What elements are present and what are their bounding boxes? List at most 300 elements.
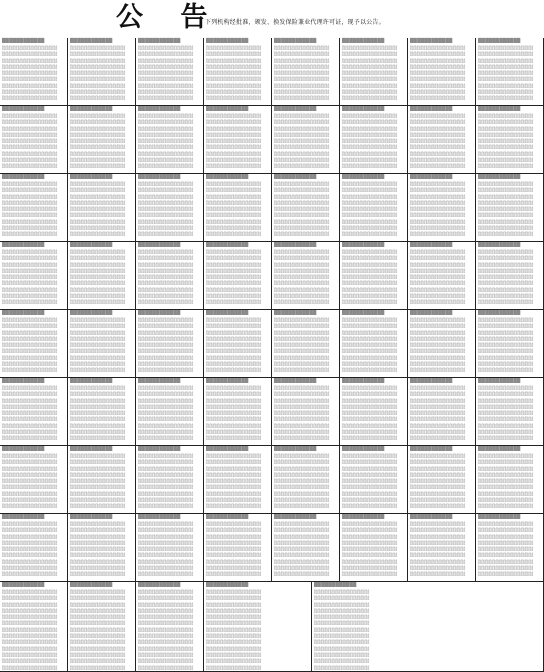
entry-detail-line: ░░░░░░░░░░░░░░░░░░░░ [138, 71, 194, 76]
entry-detail-line: ░░░░░░░░░░░░░░░░░░░░ [2, 528, 58, 533]
entry-detail-line: ░░░░░░░░░░░░░░░░░░░░ [342, 120, 398, 125]
entry-detail-line: ░░░░░░░░░░░░░░░░░░░░ [206, 213, 262, 218]
license-entry [0, 106, 68, 174]
entry-detail-line: ░░░░░░░░░░░░░░░░░░░░ [274, 132, 330, 137]
entry-company-name: ▒▒▒▒▒▒▒▒▒▒▒▒ [342, 311, 385, 316]
entry-detail-line: ░░░░░░░░░░░░░░░░░░░░ [138, 281, 194, 286]
entry-detail-line: ░░░░░░░░░░░░░░░░░░░░ [274, 58, 330, 63]
entry-detail-line: ░░░░░░░░░░░░░░░░░░░░ [478, 466, 534, 471]
entry-company-name: ▒▒▒▒▒▒▒▒▒▒▒▒ [138, 515, 181, 520]
entry-detail-line: ░░░░░░░░░░░░░░░░░░░░ [342, 151, 398, 156]
entry-detail-line: ░░░░░░░░░░░░░░░░░░░░ [70, 355, 126, 360]
entry-detail-line: ░░░░░░░░░░░░░░░░░░░░ [70, 504, 126, 509]
entry-detail-line: ░░░░░░░░░░░░░░░░░░░░ [206, 608, 262, 613]
entry-detail-line: ░░░░░░░░░░░░░░░░░░░░ [410, 52, 466, 57]
entry-detail-line: ░░░░░░░░░░░░░░░░░░░░ [478, 200, 534, 205]
entry-detail-line: ░░░░░░░░░░░░░░░░░░░░ [2, 120, 58, 125]
entry-detail-line: ░░░░░░░░░░░░░░░░░░░░ [206, 64, 262, 69]
entry-detail-line: ░░░░░░░░░░░░░░░░░░░░ [206, 615, 262, 620]
entry-detail-line: ░░░░░░░░░░░░░░░░░░░░ [478, 522, 534, 526]
entry-company-name: ▒▒▒▒▒▒▒▒▒▒▒▒ [70, 311, 113, 316]
entry-detail-line: ░░░░░░░░░░░░░░░░░░░░ [410, 294, 466, 299]
entry-detail-line: ░░░░░░░░░░░░░░░░░░░░ [314, 596, 370, 601]
entry-company-name: ▒▒▒▒▒▒▒▒▒▒▒▒ [138, 243, 181, 248]
license-entry [408, 446, 476, 514]
entry-detail-line: ░░░░░░░░░░░░░░░░░░░░ [2, 294, 58, 299]
entry-detail-line: ░░░░░░░░░░░░░░░░░░░░ [410, 404, 466, 409]
entry-detail-line: ░░░░░░░░░░░░░░░░░░░░ [342, 491, 398, 496]
license-entry [68, 378, 136, 446]
entry-detail-line: ░░░░░░░░░░░░░░░░░░░░ [274, 268, 330, 273]
entry-detail-line: ░░░░░░░░░░░░░░░░░░░░ [274, 188, 330, 193]
entry-detail-line: ░░░░░░░░░░░░░░░░░░░░ [2, 652, 58, 657]
entry-detail-line: ░░░░░░░░░░░░░░░░░░░░ [478, 287, 534, 292]
entry-detail-line: ░░░░░░░░░░░░░░░░░░░░ [2, 566, 58, 571]
entry-detail-line: ░░░░░░░░░░░░░░░░░░░░ [2, 268, 58, 273]
entry-detail-line: ░░░░░░░░░░░░░░░░░░░░ [138, 262, 194, 267]
entry-company-name: ▒▒▒▒▒▒▒▒▒▒▒▒ [70, 447, 113, 452]
entry-detail-line: ░░░░░░░░░░░░░░░░░░░░ [314, 608, 370, 613]
entry-detail-line: ░░░░░░░░░░░░░░░░░░░░ [138, 368, 194, 373]
license-entry [0, 582, 68, 672]
entry-detail-line: ░░░░░░░░░░░░░░░░░░░░ [342, 262, 398, 267]
entry-detail-line: ░░░░░░░░░░░░░░░░░░░░ [314, 590, 370, 594]
entry-detail-line: ░░░░░░░░░░░░░░░░░░░░ [206, 164, 262, 169]
entry-company-name: ▒▒▒▒▒▒▒▒▒▒▒▒ [274, 311, 317, 316]
entry-detail-line: ░░░░░░░░░░░░░░░░░░░░ [70, 460, 126, 465]
license-entry [0, 310, 68, 378]
entry-detail-line: ░░░░░░░░░░░░░░░░░░░░ [138, 430, 194, 435]
entry-detail-line: ░░░░░░░░░░░░░░░░░░░░ [2, 349, 58, 354]
license-entry [68, 310, 136, 378]
entry-detail-line: ░░░░░░░░░░░░░░░░░░░░ [138, 151, 194, 156]
entry-detail-line: ░░░░░░░░░░░░░░░░░░░░ [342, 392, 398, 397]
entry-detail-line: ░░░░░░░░░░░░░░░░░░░░ [2, 287, 58, 292]
license-entry [204, 106, 272, 174]
entry-detail-line: ░░░░░░░░░░░░░░░░░░░░ [274, 349, 330, 354]
entry-detail-line: ░░░░░░░░░░░░░░░░░░░░ [314, 615, 370, 620]
entry-detail-line: ░░░░░░░░░░░░░░░░░░░░ [478, 324, 534, 329]
entry-detail-line: ░░░░░░░░░░░░░░░░░░░░ [206, 96, 262, 101]
entry-detail-line: ░░░░░░░░░░░░░░░░░░░░ [2, 200, 58, 205]
entry-detail-line: ░░░░░░░░░░░░░░░░░░░░ [478, 139, 534, 144]
entry-detail-line: ░░░░░░░░░░░░░░░░░░░░ [70, 528, 126, 533]
license-entry [68, 446, 136, 514]
entry-detail-line: ░░░░░░░░░░░░░░░░░░░░ [2, 126, 58, 131]
entry-detail-line: ░░░░░░░░░░░░░░░░░░░░ [2, 182, 58, 186]
entry-detail-line: ░░░░░░░░░░░░░░░░░░░░ [70, 392, 126, 397]
entry-detail-line: ░░░░░░░░░░░░░░░░░░░░ [410, 182, 466, 186]
entry-detail-line: ░░░░░░░░░░░░░░░░░░░░ [2, 659, 58, 664]
entry-detail-line: ░░░░░░░░░░░░░░░░░░░░ [410, 553, 466, 558]
license-entry [136, 446, 204, 514]
entry-detail-line: ░░░░░░░░░░░░░░░░░░░░ [206, 423, 262, 428]
entry-detail-line: ░░░░░░░░░░░░░░░░░░░░ [274, 294, 330, 299]
entry-detail-line: ░░░░░░░░░░░░░░░░░░░░ [274, 330, 330, 335]
entry-detail-line: ░░░░░░░░░░░░░░░░░░░░ [70, 608, 126, 613]
entry-company-name: ▒▒▒▒▒▒▒▒▒▒▒▒ [410, 311, 453, 316]
entry-detail-line: ░░░░░░░░░░░░░░░░░░░░ [70, 498, 126, 503]
entry-detail-line: ░░░░░░░░░░░░░░░░░░░░ [410, 139, 466, 144]
entry-detail-line: ░░░░░░░░░░░░░░░░░░░░ [274, 534, 330, 539]
entry-detail-line: ░░░░░░░░░░░░░░░░░░░░ [70, 219, 126, 224]
entry-detail-line: ░░░░░░░░░░░░░░░░░░░░ [478, 58, 534, 63]
entry-detail-line: ░░░░░░░░░░░░░░░░░░░░ [70, 368, 126, 373]
entry-detail-line: ░░░░░░░░░░░░░░░░░░░░ [274, 194, 330, 199]
license-entry [204, 310, 272, 378]
entry-detail-line: ░░░░░░░░░░░░░░░░░░░░ [2, 262, 58, 267]
entry-detail-line: ░░░░░░░░░░░░░░░░░░░░ [70, 90, 126, 95]
entry-detail-line: ░░░░░░░░░░░░░░░░░░░░ [206, 547, 262, 552]
entry-detail-line: ░░░░░░░░░░░░░░░░░░░░ [70, 640, 126, 645]
entry-detail-line: ░░░░░░░░░░░░░░░░░░░░ [274, 355, 330, 360]
entry-detail-line: ░░░░░░░░░░░░░░░░░░░░ [138, 634, 194, 639]
entry-detail-line: ░░░░░░░░░░░░░░░░░░░░ [2, 553, 58, 558]
entry-detail-line: ░░░░░░░░░░░░░░░░░░░░ [274, 114, 330, 118]
entry-detail-line: ░░░░░░░░░░░░░░░░░░░░ [2, 145, 58, 150]
entry-detail-line: ░░░░░░░░░░░░░░░░░░░░ [342, 460, 398, 465]
entry-detail-line: ░░░░░░░░░░░░░░░░░░░░ [70, 534, 126, 539]
entry-detail-line: ░░░░░░░░░░░░░░░░░░░░ [206, 485, 262, 490]
entry-detail-line: ░░░░░░░░░░░░░░░░░░░░ [206, 275, 262, 280]
entry-detail-line: ░░░░░░░░░░░░░░░░░░░░ [274, 232, 330, 237]
entry-detail-line: ░░░░░░░░░░░░░░░░░░░░ [410, 188, 466, 193]
entry-detail-line: ░░░░░░░░░░░░░░░░░░░░ [342, 479, 398, 484]
entry-detail-line: ░░░░░░░░░░░░░░░░░░░░ [2, 300, 58, 305]
entry-detail-line: ░░░░░░░░░░░░░░░░░░░░ [138, 621, 194, 626]
entry-detail-line: ░░░░░░░░░░░░░░░░░░░░ [2, 454, 58, 458]
entry-detail-line: ░░░░░░░░░░░░░░░░░░░░ [2, 343, 58, 348]
entry-detail-line: ░░░░░░░░░░░░░░░░░░░░ [138, 498, 194, 503]
license-entry [272, 310, 340, 378]
entry-detail-line: ░░░░░░░░░░░░░░░░░░░░ [274, 90, 330, 95]
entry-detail-line: ░░░░░░░░░░░░░░░░░░░░ [274, 120, 330, 125]
entry-detail-line: ░░░░░░░░░░░░░░░░░░░░ [2, 318, 58, 322]
entry-detail-line: ░░░░░░░░░░░░░░░░░░░░ [70, 126, 126, 131]
entry-detail-line: ░░░░░░░░░░░░░░░░░░░░ [342, 404, 398, 409]
entry-detail-line: ░░░░░░░░░░░░░░░░░░░░ [2, 460, 58, 465]
entry-company-name: ▒▒▒▒▒▒▒▒▒▒▒▒ [2, 107, 45, 112]
entry-detail-line: ░░░░░░░░░░░░░░░░░░░░ [2, 207, 58, 212]
entry-detail-line: ░░░░░░░░░░░░░░░░░░░░ [342, 275, 398, 280]
license-entry [272, 514, 340, 582]
entry-detail-line: ░░░░░░░░░░░░░░░░░░░░ [206, 522, 262, 526]
entry-detail-line: ░░░░░░░░░░░░░░░░░░░░ [70, 46, 126, 50]
entry-detail-line: ░░░░░░░░░░░░░░░░░░░░ [478, 343, 534, 348]
license-entry [272, 378, 340, 446]
entry-detail-line: ░░░░░░░░░░░░░░░░░░░░ [314, 659, 370, 664]
license-entry [136, 106, 204, 174]
entry-detail-line: ░░░░░░░░░░░░░░░░░░░░ [206, 504, 262, 509]
entry-detail-line: ░░░░░░░░░░░░░░░░░░░░ [410, 226, 466, 231]
entry-detail-line: ░░░░░░░░░░░░░░░░░░░░ [206, 479, 262, 484]
entry-detail-line: ░░░░░░░░░░░░░░░░░░░░ [2, 188, 58, 193]
entry-detail-line: ░░░░░░░░░░░░░░░░░░░░ [206, 355, 262, 360]
entry-detail-line: ░░░░░░░░░░░░░░░░░░░░ [342, 485, 398, 490]
entry-detail-line: ░░░░░░░░░░░░░░░░░░░░ [410, 120, 466, 125]
entry-detail-line: ░░░░░░░░░░░░░░░░░░░░ [70, 417, 126, 422]
entry-detail-line: ░░░░░░░░░░░░░░░░░░░░ [2, 627, 58, 632]
entry-detail-line: ░░░░░░░░░░░░░░░░░░░░ [274, 139, 330, 144]
entry-detail-line: ░░░░░░░░░░░░░░░░░░░░ [410, 90, 466, 95]
license-entry [340, 310, 408, 378]
license-entry [68, 242, 136, 310]
entry-detail-line: ░░░░░░░░░░░░░░░░░░░░ [2, 219, 58, 224]
entry-detail-line: ░░░░░░░░░░░░░░░░░░░░ [2, 634, 58, 639]
entry-detail-line: ░░░░░░░░░░░░░░░░░░░░ [410, 200, 466, 205]
entry-detail-line: ░░░░░░░░░░░░░░░░░░░░ [2, 58, 58, 63]
entry-company-name: ▒▒▒▒▒▒▒▒▒▒▒▒ [206, 243, 249, 248]
license-entry [68, 106, 136, 174]
entry-detail-line: ░░░░░░░░░░░░░░░░░░░░ [410, 256, 466, 261]
entry-detail-line: ░░░░░░░░░░░░░░░░░░░░ [478, 213, 534, 218]
entry-detail-line: ░░░░░░░░░░░░░░░░░░░░ [138, 615, 194, 620]
entry-detail-line: ░░░░░░░░░░░░░░░░░░░░ [410, 213, 466, 218]
entry-detail-line: ░░░░░░░░░░░░░░░░░░░░ [274, 423, 330, 428]
entry-detail-line: ░░░░░░░░░░░░░░░░░░░░ [478, 423, 534, 428]
entry-detail-line: ░░░░░░░░░░░░░░░░░░░░ [70, 71, 126, 76]
license-entry [408, 514, 476, 582]
entry-detail-line: ░░░░░░░░░░░░░░░░░░░░ [206, 627, 262, 632]
entry-detail-line: ░░░░░░░░░░░░░░░░░░░░ [274, 392, 330, 397]
announcement-title: 公 告 [116, 2, 222, 33]
entry-detail-line: ░░░░░░░░░░░░░░░░░░░░ [410, 300, 466, 305]
entry-detail-line: ░░░░░░░░░░░░░░░░░░░░ [274, 300, 330, 305]
license-entry [340, 446, 408, 514]
entry-detail-line: ░░░░░░░░░░░░░░░░░░░░ [410, 145, 466, 150]
entry-detail-line: ░░░░░░░░░░░░░░░░░░░░ [274, 540, 330, 545]
entry-detail-line: ░░░░░░░░░░░░░░░░░░░░ [70, 336, 126, 341]
entry-company-name: ▒▒▒▒▒▒▒▒▒▒▒▒ [478, 447, 521, 452]
entry-detail-line: ░░░░░░░░░░░░░░░░░░░░ [70, 77, 126, 82]
entry-detail-line: ░░░░░░░░░░░░░░░░░░░░ [478, 491, 534, 496]
entry-detail-line: ░░░░░░░░░░░░░░░░░░░░ [2, 336, 58, 341]
license-entry [340, 514, 408, 582]
entry-detail-line: ░░░░░░░░░░░░░░░░░░░░ [70, 362, 126, 367]
license-entry [272, 174, 340, 242]
entry-detail-line: ░░░░░░░░░░░░░░░░░░░░ [274, 207, 330, 212]
entry-detail-line: ░░░░░░░░░░░░░░░░░░░░ [70, 262, 126, 267]
entry-detail-line: ░░░░░░░░░░░░░░░░░░░░ [2, 590, 58, 594]
entry-detail-line: ░░░░░░░░░░░░░░░░░░░░ [342, 64, 398, 69]
entry-company-name: ▒▒▒▒▒▒▒▒▒▒▒▒ [342, 379, 385, 384]
entry-detail-line: ░░░░░░░░░░░░░░░░░░░░ [410, 423, 466, 428]
license-entry [272, 446, 340, 514]
entry-detail-line: ░░░░░░░░░░░░░░░░░░░░ [2, 522, 58, 526]
entry-detail-line: ░░░░░░░░░░░░░░░░░░░░ [342, 83, 398, 88]
entry-detail-line: ░░░░░░░░░░░░░░░░░░░░ [342, 58, 398, 63]
entry-detail-line: ░░░░░░░░░░░░░░░░░░░░ [2, 472, 58, 477]
entry-detail-line: ░░░░░░░░░░░░░░░░░░░░ [478, 250, 534, 254]
entry-detail-line: ░░░░░░░░░░░░░░░░░░░░ [2, 423, 58, 428]
entry-company-name: ▒▒▒▒▒▒▒▒▒▒▒▒ [342, 39, 385, 44]
entry-detail-line: ░░░░░░░░░░░░░░░░░░░░ [410, 498, 466, 503]
entry-detail-line: ░░░░░░░░░░░░░░░░░░░░ [478, 362, 534, 367]
entry-detail-line: ░░░░░░░░░░░░░░░░░░░░ [274, 404, 330, 409]
entry-detail-line: ░░░░░░░░░░░░░░░░░░░░ [70, 114, 126, 118]
entry-detail-line: ░░░░░░░░░░░░░░░░░░░░ [342, 232, 398, 237]
entry-company-name: ▒▒▒▒▒▒▒▒▒▒▒▒ [206, 447, 249, 452]
entry-detail-line: ░░░░░░░░░░░░░░░░░░░░ [70, 423, 126, 428]
entry-detail-line: ░░░░░░░░░░░░░░░░░░░░ [478, 460, 534, 465]
license-entry [204, 582, 312, 672]
entry-detail-line: ░░░░░░░░░░░░░░░░░░░░ [70, 522, 126, 526]
entry-detail-line: ░░░░░░░░░░░░░░░░░░░░ [206, 491, 262, 496]
announcement-header [0, 0, 544, 38]
license-entry [408, 242, 476, 310]
entry-detail-line: ░░░░░░░░░░░░░░░░░░░░ [70, 330, 126, 335]
announcement-subtitle: 下列机构经批准，颁发、换发保险兼业代理许可证，现予以公告。 [205, 19, 385, 26]
entry-company-name: ▒▒▒▒▒▒▒▒▒▒▒▒ [274, 515, 317, 520]
license-entry [340, 38, 408, 106]
entry-detail-line: ░░░░░░░░░░░░░░░░░░░░ [138, 472, 194, 477]
entry-detail-line: ░░░░░░░░░░░░░░░░░░░░ [478, 46, 534, 50]
entry-company-name: ▒▒▒▒▒▒▒▒▒▒▒▒ [478, 175, 521, 180]
entry-detail-line: ░░░░░░░░░░░░░░░░░░░░ [410, 46, 466, 50]
entry-detail-line: ░░░░░░░░░░░░░░░░░░░░ [206, 114, 262, 118]
entry-detail-line: ░░░░░░░░░░░░░░░░░░░░ [478, 553, 534, 558]
entry-detail-line: ░░░░░░░░░░░░░░░░░░░░ [342, 250, 398, 254]
entry-detail-line: ░░░░░░░░░░░░░░░░░░░░ [138, 417, 194, 422]
entry-detail-line: ░░░░░░░░░░░░░░░░░░░░ [138, 479, 194, 484]
entry-detail-line: ░░░░░░░░░░░░░░░░░░░░ [138, 77, 194, 82]
entry-detail-line: ░░░░░░░░░░░░░░░░░░░░ [70, 491, 126, 496]
entry-detail-line: ░░░░░░░░░░░░░░░░░░░░ [2, 362, 58, 367]
entry-detail-line: ░░░░░░░░░░░░░░░░░░░░ [2, 615, 58, 620]
entry-company-name: ▒▒▒▒▒▒▒▒▒▒▒▒ [410, 379, 453, 384]
entry-detail-line: ░░░░░░░░░░░░░░░░░░░░ [342, 188, 398, 193]
license-entry [476, 242, 544, 310]
entry-detail-line: ░░░░░░░░░░░░░░░░░░░░ [2, 398, 58, 403]
license-entry [136, 174, 204, 242]
entry-detail-line: ░░░░░░░░░░░░░░░░░░░░ [342, 454, 398, 458]
entry-detail-line: ░░░░░░░░░░░░░░░░░░░░ [342, 330, 398, 335]
entry-detail-line: ░░░░░░░░░░░░░░░░░░░░ [206, 621, 262, 626]
entry-detail-line: ░░░░░░░░░░░░░░░░░░░░ [2, 479, 58, 484]
entry-detail-line: ░░░░░░░░░░░░░░░░░░░░ [138, 52, 194, 57]
license-entry [408, 174, 476, 242]
entry-company-name: ▒▒▒▒▒▒▒▒▒▒▒▒ [70, 175, 113, 180]
entry-detail-line: ░░░░░░░░░░░░░░░░░░░░ [274, 398, 330, 403]
entry-company-name: ▒▒▒▒▒▒▒▒▒▒▒▒ [138, 583, 181, 588]
entry-detail-line: ░░░░░░░░░░░░░░░░░░░░ [138, 491, 194, 496]
entry-detail-line: ░░░░░░░░░░░░░░░░░░░░ [206, 665, 262, 670]
entry-detail-line: ░░░░░░░░░░░░░░░░░░░░ [2, 324, 58, 329]
entry-detail-line: ░░░░░░░░░░░░░░░░░░░░ [342, 559, 398, 564]
entry-detail-line: ░░░░░░░░░░░░░░░░░░░░ [410, 281, 466, 286]
entry-detail-line: ░░░░░░░░░░░░░░░░░░░░ [478, 71, 534, 76]
entry-detail-line: ░░░░░░░░░░░░░░░░░░░░ [206, 590, 262, 594]
entry-detail-line: ░░░░░░░░░░░░░░░░░░░░ [138, 665, 194, 670]
entry-detail-line: ░░░░░░░░░░░░░░░░░░░░ [478, 294, 534, 299]
entry-detail-line: ░░░░░░░░░░░░░░░░░░░░ [70, 232, 126, 237]
entry-detail-line: ░░░░░░░░░░░░░░░░░░░░ [70, 602, 126, 607]
entry-detail-line: ░░░░░░░░░░░░░░░░░░░░ [138, 145, 194, 150]
entry-detail-line: ░░░░░░░░░░░░░░░░░░░░ [138, 652, 194, 657]
entry-detail-line: ░░░░░░░░░░░░░░░░░░░░ [2, 504, 58, 509]
entry-detail-line: ░░░░░░░░░░░░░░░░░░░░ [70, 466, 126, 471]
entry-detail-line: ░░░░░░░░░░░░░░░░░░░░ [2, 430, 58, 435]
entry-detail-line: ░░░░░░░░░░░░░░░░░░░░ [342, 213, 398, 218]
entry-detail-line: ░░░░░░░░░░░░░░░░░░░░ [70, 472, 126, 477]
entry-detail-line: ░░░░░░░░░░░░░░░░░░░░ [206, 553, 262, 558]
entry-detail-line: ░░░░░░░░░░░░░░░░░░░░ [70, 200, 126, 205]
entry-company-name: ▒▒▒▒▒▒▒▒▒▒▒▒ [342, 515, 385, 520]
entry-detail-line: ░░░░░░░░░░░░░░░░░░░░ [70, 250, 126, 254]
entry-company-name: ▒▒▒▒▒▒▒▒▒▒▒▒ [410, 515, 453, 520]
entry-company-name: ▒▒▒▒▒▒▒▒▒▒▒▒ [478, 243, 521, 248]
license-entry [0, 514, 68, 582]
license-entry [272, 242, 340, 310]
entry-detail-line: ░░░░░░░░░░░░░░░░░░░░ [138, 343, 194, 348]
entry-detail-line: ░░░░░░░░░░░░░░░░░░░░ [342, 46, 398, 50]
entry-detail-line: ░░░░░░░░░░░░░░░░░░░░ [70, 553, 126, 558]
entry-detail-line: ░░░░░░░░░░░░░░░░░░░░ [342, 540, 398, 545]
entry-detail-line: ░░░░░░░░░░░░░░░░░░░░ [206, 646, 262, 651]
entry-detail-line: ░░░░░░░░░░░░░░░░░░░░ [70, 572, 126, 577]
license-entry [204, 174, 272, 242]
entry-detail-line: ░░░░░░░░░░░░░░░░░░░░ [138, 200, 194, 205]
entry-detail-line: ░░░░░░░░░░░░░░░░░░░░ [342, 522, 398, 526]
license-entry [204, 446, 272, 514]
entry-detail-line: ░░░░░░░░░░░░░░░░░░░░ [274, 504, 330, 509]
entry-detail-line: ░░░░░░░░░░░░░░░░░░░░ [410, 114, 466, 118]
entry-detail-line: ░░░░░░░░░░░░░░░░░░░░ [478, 268, 534, 273]
entry-detail-line: ░░░░░░░░░░░░░░░░░░░░ [478, 64, 534, 69]
entry-detail-line: ░░░░░░░░░░░░░░░░░░░░ [410, 547, 466, 552]
license-entry [340, 242, 408, 310]
entry-detail-line: ░░░░░░░░░░░░░░░░░░░░ [274, 226, 330, 231]
entry-detail-line: ░░░░░░░░░░░░░░░░░░░░ [342, 398, 398, 403]
entry-detail-line: ░░░░░░░░░░░░░░░░░░░░ [206, 71, 262, 76]
entry-detail-line: ░░░░░░░░░░░░░░░░░░░░ [138, 398, 194, 403]
entry-detail-line: ░░░░░░░░░░░░░░░░░░░░ [138, 287, 194, 292]
entry-detail-line: ░░░░░░░░░░░░░░░░░░░░ [342, 256, 398, 261]
entry-detail-line: ░░░░░░░░░░░░░░░░░░░░ [410, 164, 466, 169]
entry-detail-line: ░░░░░░░░░░░░░░░░░░░░ [314, 646, 370, 651]
entry-detail-line: ░░░░░░░░░░░░░░░░░░░░ [138, 547, 194, 552]
entry-detail-line: ░░░░░░░░░░░░░░░░░░░░ [274, 262, 330, 267]
entry-detail-line: ░░░░░░░░░░░░░░░░░░░░ [206, 540, 262, 545]
entry-detail-line: ░░░░░░░░░░░░░░░░░░░░ [206, 126, 262, 131]
entry-detail-line: ░░░░░░░░░░░░░░░░░░░░ [70, 132, 126, 137]
entry-detail-line: ░░░░░░░░░░░░░░░░░░░░ [274, 287, 330, 292]
entry-detail-line: ░░░░░░░░░░░░░░░░░░░░ [342, 226, 398, 231]
entry-detail-line: ░░░░░░░░░░░░░░░░░░░░ [2, 114, 58, 118]
entry-detail-line: ░░░░░░░░░░░░░░░░░░░░ [274, 336, 330, 341]
entry-detail-line: ░░░░░░░░░░░░░░░░░░░░ [206, 262, 262, 267]
entry-detail-line: ░░░░░░░░░░░░░░░░░░░░ [138, 275, 194, 280]
license-entry [476, 310, 544, 378]
entry-detail-line: ░░░░░░░░░░░░░░░░░░░░ [410, 268, 466, 273]
entry-detail-line: ░░░░░░░░░░░░░░░░░░░░ [478, 404, 534, 409]
entry-detail-line: ░░░░░░░░░░░░░░░░░░░░ [206, 559, 262, 564]
entry-detail-line: ░░░░░░░░░░░░░░░░░░░░ [410, 232, 466, 237]
entry-company-name: ▒▒▒▒▒▒▒▒▒▒▒▒ [274, 243, 317, 248]
entry-detail-line: ░░░░░░░░░░░░░░░░░░░░ [274, 164, 330, 169]
entry-detail-line: ░░░░░░░░░░░░░░░░░░░░ [70, 559, 126, 564]
entry-detail-line: ░░░░░░░░░░░░░░░░░░░░ [342, 528, 398, 533]
entry-detail-line: ░░░░░░░░░░░░░░░░░░░░ [274, 479, 330, 484]
license-entry [0, 446, 68, 514]
entry-detail-line: ░░░░░░░░░░░░░░░░░░░░ [70, 58, 126, 63]
entry-detail-line: ░░░░░░░░░░░░░░░░░░░░ [342, 132, 398, 137]
entry-detail-line: ░░░░░░░░░░░░░░░░░░░░ [138, 96, 194, 101]
entry-detail-line: ░░░░░░░░░░░░░░░░░░░░ [206, 349, 262, 354]
license-entry [476, 514, 544, 582]
entry-detail-line: ░░░░░░░░░░░░░░░░░░░░ [410, 194, 466, 199]
entry-detail-line: ░░░░░░░░░░░░░░░░░░░░ [2, 90, 58, 95]
